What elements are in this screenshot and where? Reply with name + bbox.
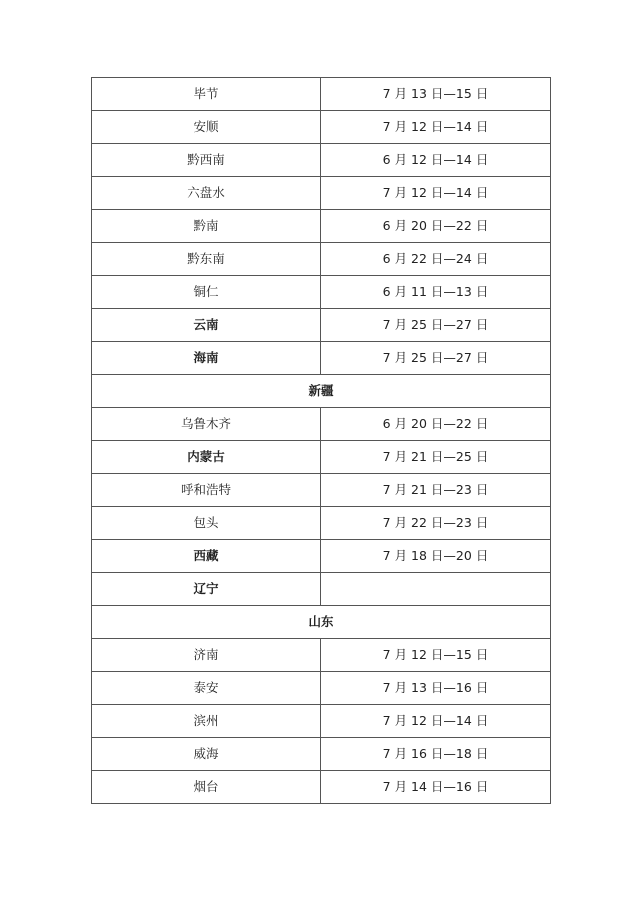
table-row [92,507,551,540]
table-row [92,243,551,276]
city-name-cell: 滨州 [92,705,321,738]
date-range-cell: 7 月 25 日—27 日 [321,342,551,375]
date-range-cell: 7 月 14 日—16 日 [321,771,551,804]
date-range-cell: 7 月 21 日—23 日 [321,474,551,507]
city-name-cell: 铜仁 [92,276,321,309]
date-range-cell: 7 月 16 日—18 日 [321,738,551,771]
table-row [92,276,551,309]
date-range-cell: 7 月 22 日—23 日 [321,507,551,540]
date-range-cell: 7 月 12 日—14 日 [321,705,551,738]
city-name-cell: 包头 [92,507,321,540]
region-name-cell: 海南 [92,342,321,375]
table-row [92,78,551,111]
table-row [92,210,551,243]
region-name-cell: 云南 [92,309,321,342]
region-header-cell: 山东 [92,606,551,639]
table-row [92,540,551,573]
region-header-cell: 新疆 [92,375,551,408]
date-range-cell: 7 月 21 日—25 日 [321,441,551,474]
table-row [92,177,551,210]
city-name-cell: 乌鲁木齐 [92,408,321,441]
table-row [92,342,551,375]
date-range-cell: 6 月 11 日—13 日 [321,276,551,309]
date-range-cell: 7 月 13 日—15 日 [321,78,551,111]
city-name-cell: 安顺 [92,111,321,144]
city-name-cell: 黔西南 [92,144,321,177]
date-range-cell: 6 月 20 日—22 日 [321,210,551,243]
table-row [92,309,551,342]
city-name-cell: 泰安 [92,672,321,705]
table-row [92,408,551,441]
table-row [92,705,551,738]
city-name-cell: 烟台 [92,771,321,804]
table-row [92,672,551,705]
date-range-cell: 7 月 25 日—27 日 [321,309,551,342]
table-row [92,639,551,672]
table-row [92,738,551,771]
table-row [92,441,551,474]
table-row [92,771,551,804]
region-name-cell: 内蒙古 [92,441,321,474]
date-range-cell: 7 月 12 日—15 日 [321,639,551,672]
city-name-cell: 六盘水 [92,177,321,210]
schedule-table [91,77,551,804]
table-row [92,111,551,144]
date-range-cell: 7 月 12 日—14 日 [321,111,551,144]
date-range-cell: 6 月 20 日—22 日 [321,408,551,441]
city-name-cell: 黔东南 [92,243,321,276]
city-name-cell: 呼和浩特 [92,474,321,507]
date-range-cell [321,573,551,606]
date-range-cell: 6 月 22 日—24 日 [321,243,551,276]
table-row [92,144,551,177]
city-name-cell: 黔南 [92,210,321,243]
date-range-cell: 6 月 12 日—14 日 [321,144,551,177]
table-row [92,573,551,606]
region-header-row [92,606,551,639]
date-range-cell: 7 月 18 日—20 日 [321,540,551,573]
schedule-table-body [92,78,551,804]
region-name-cell: 辽宁 [92,573,321,606]
table-row [92,474,551,507]
date-range-cell: 7 月 12 日—14 日 [321,177,551,210]
date-range-cell: 7 月 13 日—16 日 [321,672,551,705]
city-name-cell: 威海 [92,738,321,771]
city-name-cell: 济南 [92,639,321,672]
city-name-cell: 毕节 [92,78,321,111]
region-name-cell: 西藏 [92,540,321,573]
region-header-row [92,375,551,408]
